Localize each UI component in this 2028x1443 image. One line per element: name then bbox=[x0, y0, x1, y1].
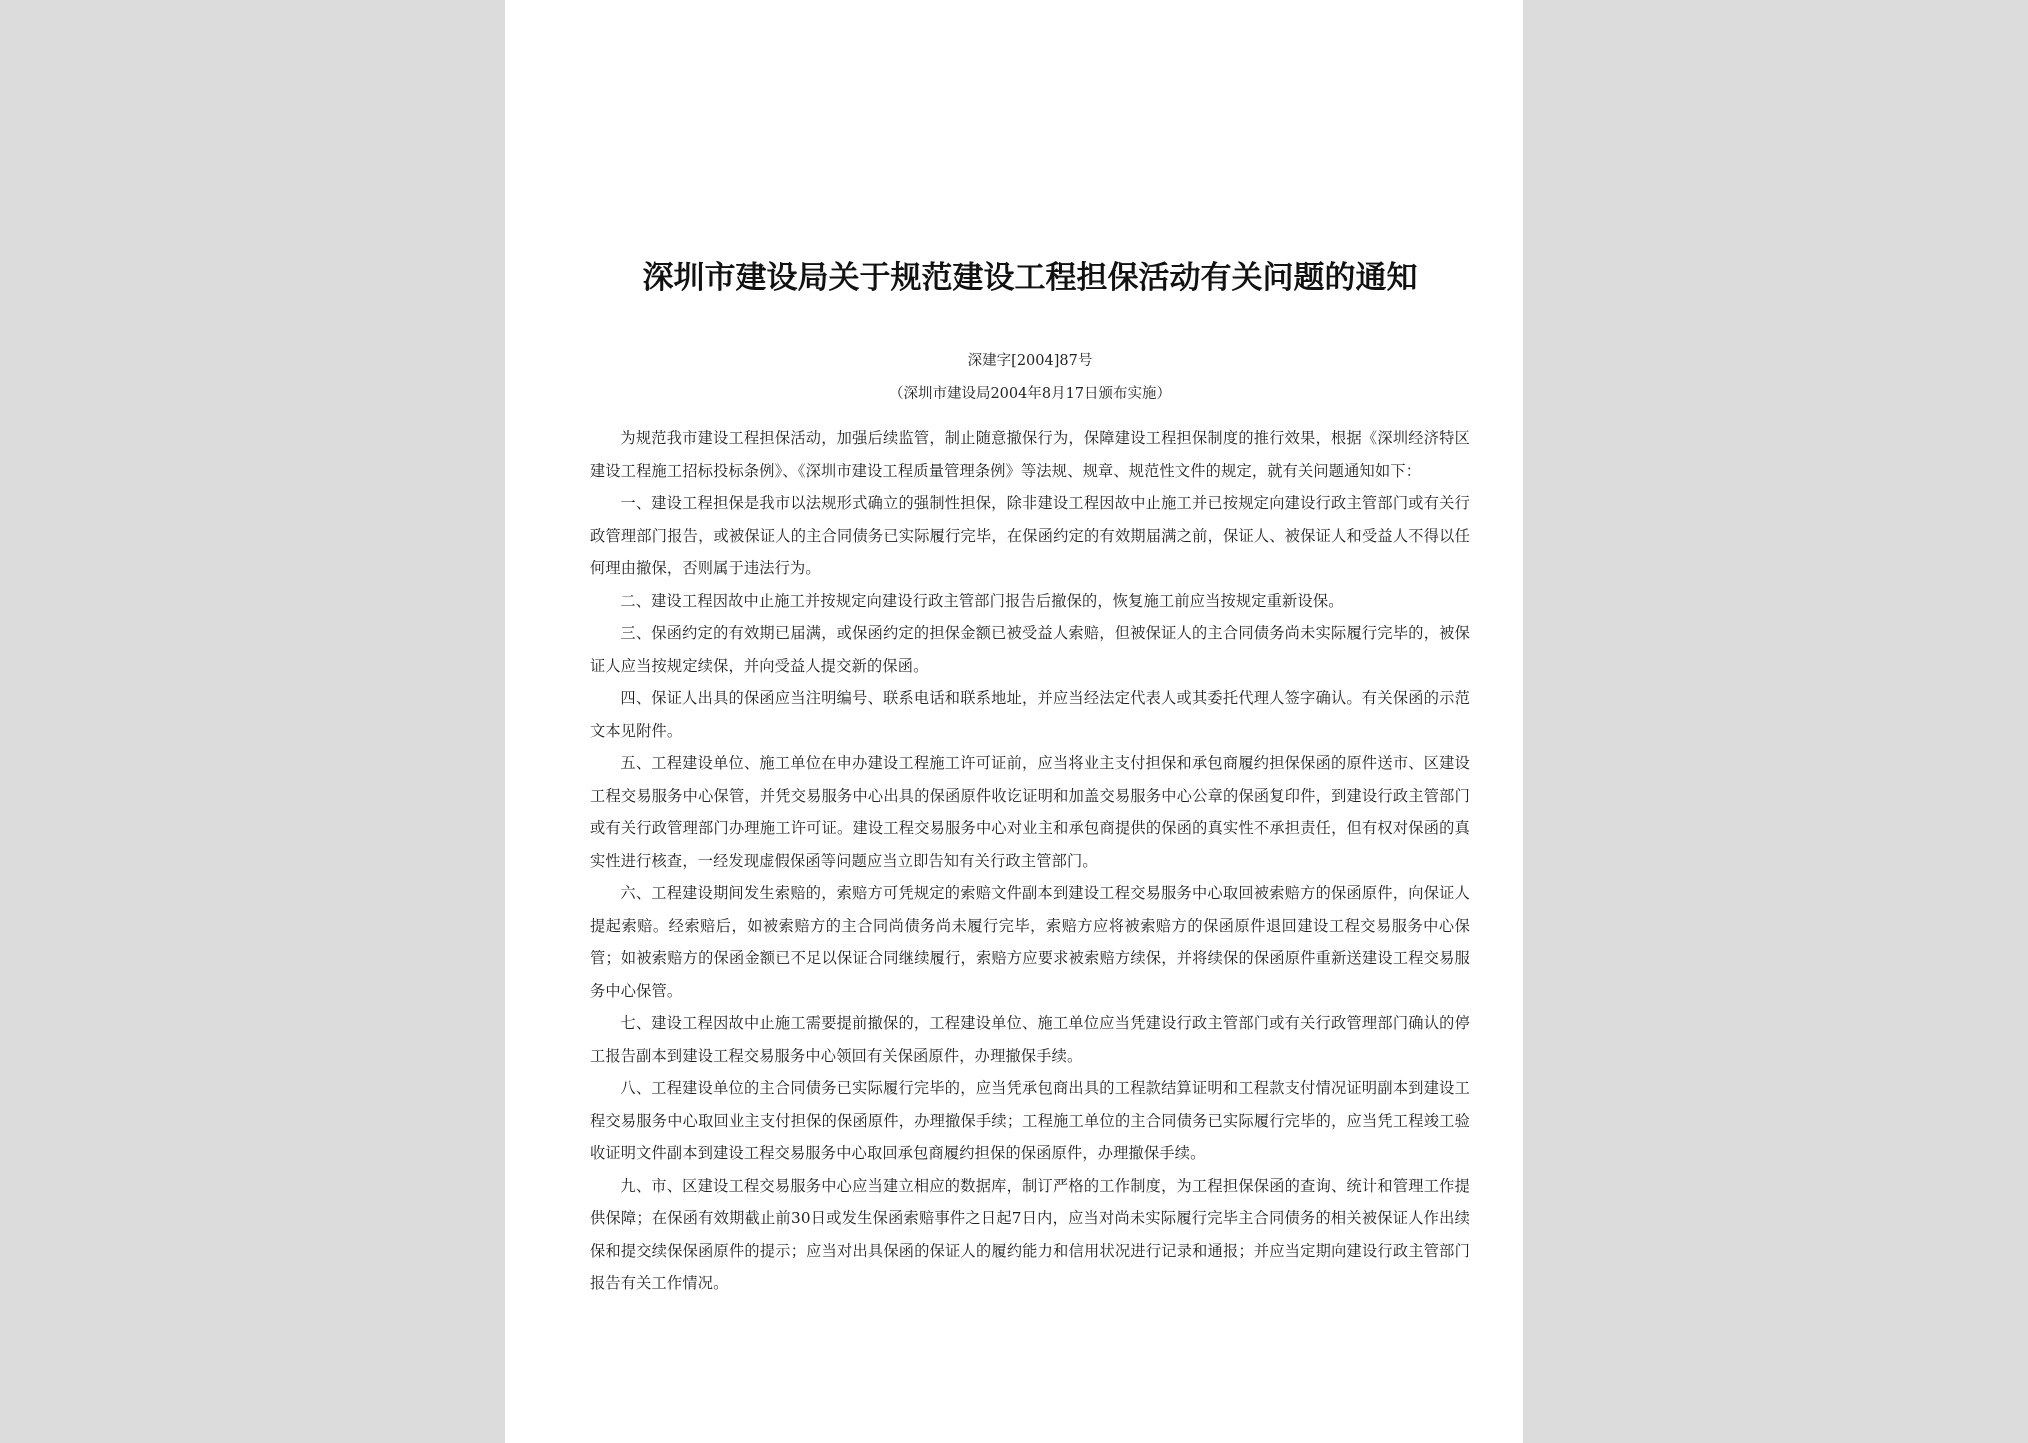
paragraph-7: 七、建设工程因故中止施工需要提前撤保的，工程建设单位、施工单位应当凭建设行政主管部门或有关行政管理部门确认的停工报告副本到建设工程交易服务中心领回有关保函原件，办理撤保手续。 bbox=[590, 1014, 1470, 1065]
document-content bbox=[590, 260, 1470, 1300]
paragraph-5: 五、工程建设单位、施工单位在申办建设工程施工许可证前，应当将业主支付担保和承包商履约担保保函的原件送市、区建设工程交易服务中心保管，并凭交易服务中心出具的保函原件收讫证明和加盖交易服务中心公章的保函复印件，到建设行政主管部门或有关行政管理部门办理施工许可证。建设工程交易服务中心对业主和承包商提供的保函的真实性不承担责任，但有权对保函的真实性进行核查，一经发现虚假保函等问题应当立即告知有关行政主管部门。 bbox=[590, 754, 1470, 870]
document-title: 深圳市建设局关于规范建设工程担保活动有关问题的通知 bbox=[642, 260, 1418, 296]
paragraph-8: 八、工程建设单位的主合同债务已实际履行完毕的，应当凭承包商出具的工程款结算证明和工程款支付情况证明副本到建设工程交易服务中心取回业主支付担保的保函原件，办理撤保手续；工程施工单位的主合同债务已实际履行完毕的，应当凭工程竣工验收证明文件副本到建设工程交易服务中心取回承包商履约担保的保函原件，办理撤保手续。 bbox=[590, 1079, 1470, 1162]
paragraph-9: 九、市、区建设工程交易服务中心应当建立相应的数据库，制订严格的工作制度，为工程担保保函的查询、统计和管理工作提供保障；在保函有效期截止前30日或发生保函索赔事件之日起7日内，应当对尚未实际履行完毕主合同债务的相关被保证人作出续保和提交续保保函原件的提示；应当对出具保函的保证人的履约能力和信用状况进行记录和通报；并应当定期向建设行政主管部门报告有关工作情况。 bbox=[590, 1176, 1470, 1292]
paragraph-2: 二、建设工程因故中止施工并按规定向建设行政主管部门报告后撤保的，恢复施工前应当按规定重新设保。 bbox=[620, 591, 1344, 610]
paragraph-intro: 为规范我市建设工程担保活动，加强后续监管，制止随意撤保行为，保障建设工程担保制度的推行效果，根据《深圳经济特区建设工程施工招标投标条例》、《深圳市建设工程质量管理条例》等法规、规章、规范性文件的规定，就有关问题通知如下： bbox=[590, 429, 1470, 480]
document-issue-date: （深圳市建设局2004年8月17日颁布实施） bbox=[888, 386, 1172, 402]
document-page bbox=[505, 0, 1523, 1443]
document-number: 深建字[2004]87号 bbox=[967, 353, 1093, 369]
document-body bbox=[590, 422, 1470, 1300]
paragraph-6: 六、工程建设期间发生索赔的，索赔方可凭规定的索赔文件副本到建设工程交易服务中心取回被索赔方的保函原件，向保证人提起索赔。经索赔后，如被索赔方的主合同尚债务尚未履行完毕，索赔方应将被索赔方的保函原件退回建设工程交易服务中心保管；如被索赔方的保函金额已不足以保证合同继续履行，索赔方应要求被索赔方续保，并将续保的保函原件重新送建设工程交易服务中心保管。 bbox=[590, 884, 1470, 1000]
paragraph-4: 四、保证人出具的保函应当注明编号、联系电话和联系地址，并应当经法定代表人或其委托代理人签字确认。有关保函的示范文本见附件。 bbox=[590, 689, 1470, 740]
paragraph-3: 三、保函约定的有效期已届满，或保函约定的担保金额已被受益人索赔，但被保证人的主合同债务尚未实际履行完毕的，被保证人应当按规定续保，并向受益人提交新的保函。 bbox=[590, 624, 1470, 675]
paragraph-1: 一、建设工程担保是我市以法规形式确立的强制性担保，除非建设工程因故中止施工并已按规定向建设行政主管部门或有关行政管理部门报告，或被保证人的主合同债务已实际履行完毕，在保函约定的有效期届满之前，保证人、被保证人和受益人不得以任何理由撤保，否则属于违法行为。 bbox=[590, 494, 1470, 577]
